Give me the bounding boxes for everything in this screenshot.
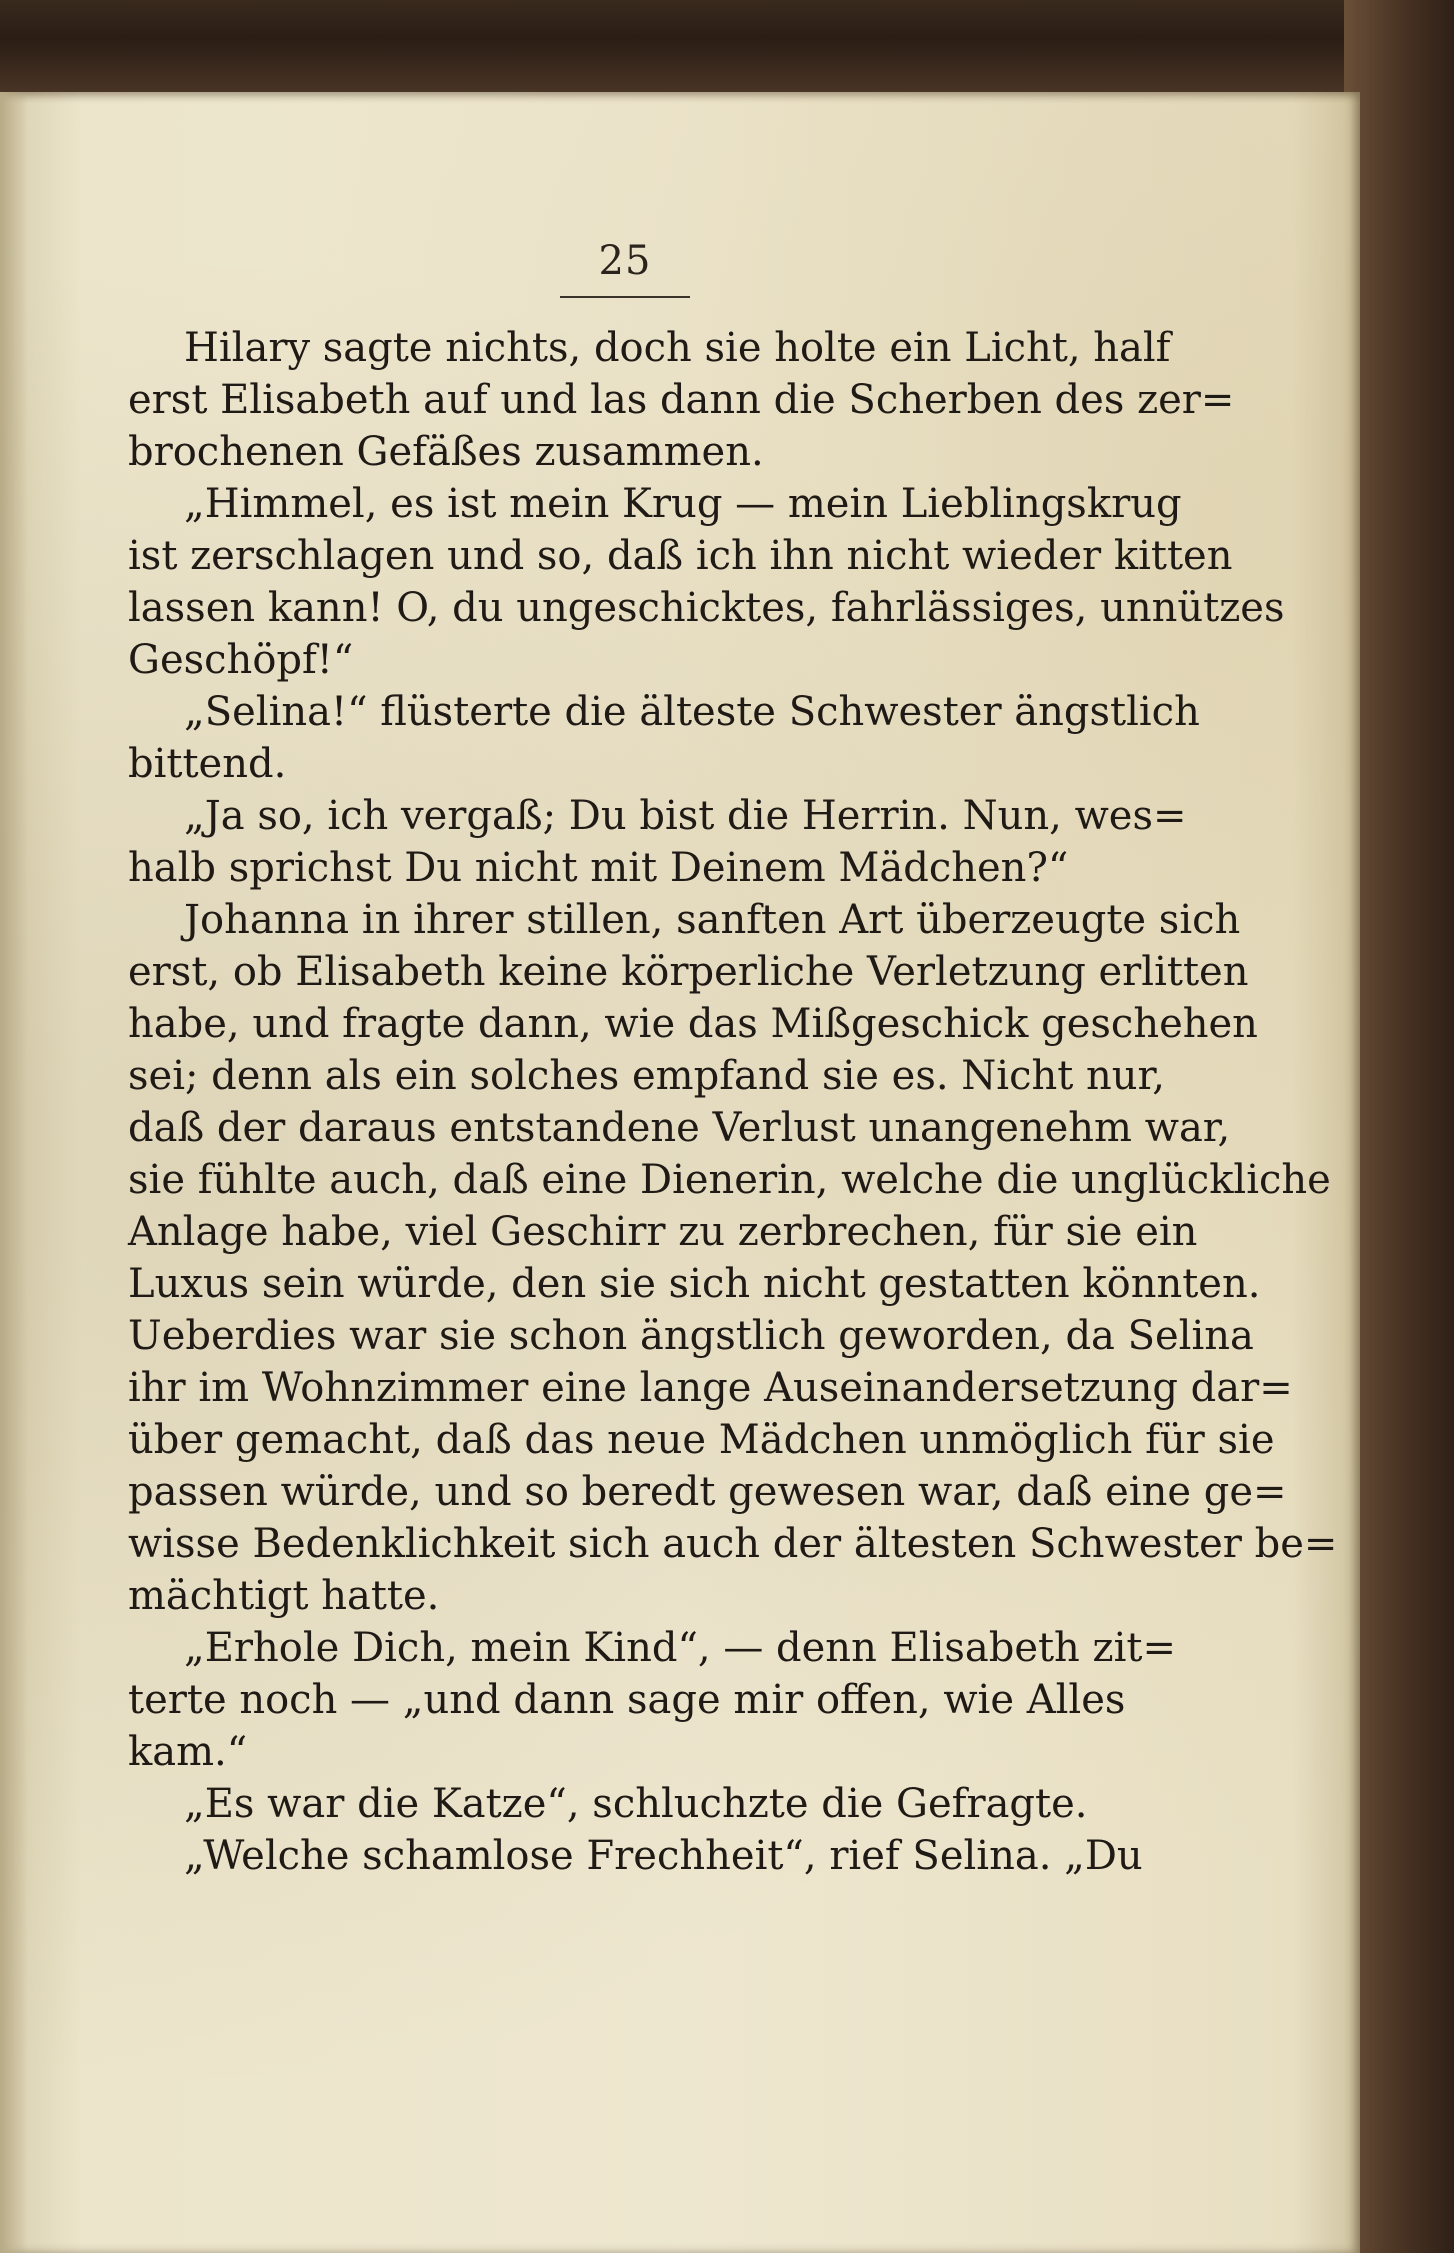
- text-line: kam.“: [128, 1729, 248, 1775]
- text-line: daß der daraus entstandene Verlust unangenehm war,: [128, 1105, 1231, 1151]
- text-line: „Selina!“ flüsterte die älteste Schwester ängstlich: [184, 689, 1200, 735]
- text-line: lassen kann! O, du ungeschicktes, fahrlässiges, unnützes: [128, 585, 1285, 631]
- text-line: Ueberdies war sie schon ängstlich geworden, da Selina: [128, 1313, 1254, 1359]
- text-line: erst Elisabeth auf und las dann die Scherben des zer=: [128, 377, 1235, 423]
- text-line: passen würde, und so beredt gewesen war, daß eine ge=: [128, 1469, 1287, 1515]
- book-cover-edge: [0, 0, 1454, 95]
- text-line: Geschöpf!“: [128, 637, 354, 683]
- text-line: sie fühlte auch, daß eine Dienerin, welche die unglückliche: [128, 1157, 1331, 1203]
- page-number: 25: [598, 238, 652, 284]
- body-text: [128, 322, 1338, 1882]
- text-line: über gemacht, daß das neue Mädchen unmöglich für sie: [128, 1417, 1275, 1463]
- text-line: brochenen Gefäßes zusammen.: [128, 429, 764, 475]
- text-line: bittend.: [128, 741, 287, 787]
- text-line: Johanna in ihrer stillen, sanften Art überzeugte sich: [184, 897, 1241, 943]
- text-line: „Himmel, es ist mein Krug — mein Lieblingskrug: [184, 481, 1182, 527]
- text-line: ist zerschlagen und so, daß ich ihn nicht wieder kitten: [128, 533, 1233, 579]
- text-line: sei; denn als ein solches empfand sie es. Nicht nur,: [128, 1053, 1165, 1099]
- text-line: „Erhole Dich, mein Kind“, — denn Elisabeth zit=: [184, 1625, 1176, 1671]
- text-line: Hilary sagte nichts, doch sie holte ein Licht, half: [184, 325, 1171, 371]
- text-line: halb sprichst Du nicht mit Deinem Mädchen?“: [128, 845, 1069, 891]
- text-line: wisse Bedenklichkeit sich auch der ältesten Schwester be=: [128, 1521, 1338, 1567]
- text-line: „Ja so, ich vergaß; Du bist die Herrin. Nun, wes=: [184, 793, 1187, 839]
- page-gutter-shadow: [0, 92, 28, 2253]
- book-spine-edge: [1344, 0, 1454, 2253]
- text-line: mächtigt hatte.: [128, 1573, 440, 1619]
- text-line: terte noch — „und dann sage mir offen, wie Alles: [128, 1677, 1126, 1723]
- text-line: „Welche schamlose Frechheit“, rief Selina. „Du: [184, 1833, 1143, 1879]
- text-line: Anlage habe, viel Geschirr zu zerbrechen, für sie ein: [128, 1209, 1198, 1255]
- text-line: habe, und fragte dann, wie das Mißgeschick geschehen: [128, 1001, 1258, 1047]
- text-line: erst, ob Elisabeth keine körperliche Verletzung erlitten: [128, 949, 1249, 995]
- text-line: ihr im Wohnzimmer eine lange Auseinandersetzung dar=: [128, 1365, 1293, 1411]
- text-line: „Es war die Katze“, schluchzte die Gefragte.: [184, 1781, 1088, 1827]
- page-number-rule: [560, 296, 690, 298]
- text-line: Luxus sein würde, den sie sich nicht gestatten könnten.: [128, 1261, 1261, 1307]
